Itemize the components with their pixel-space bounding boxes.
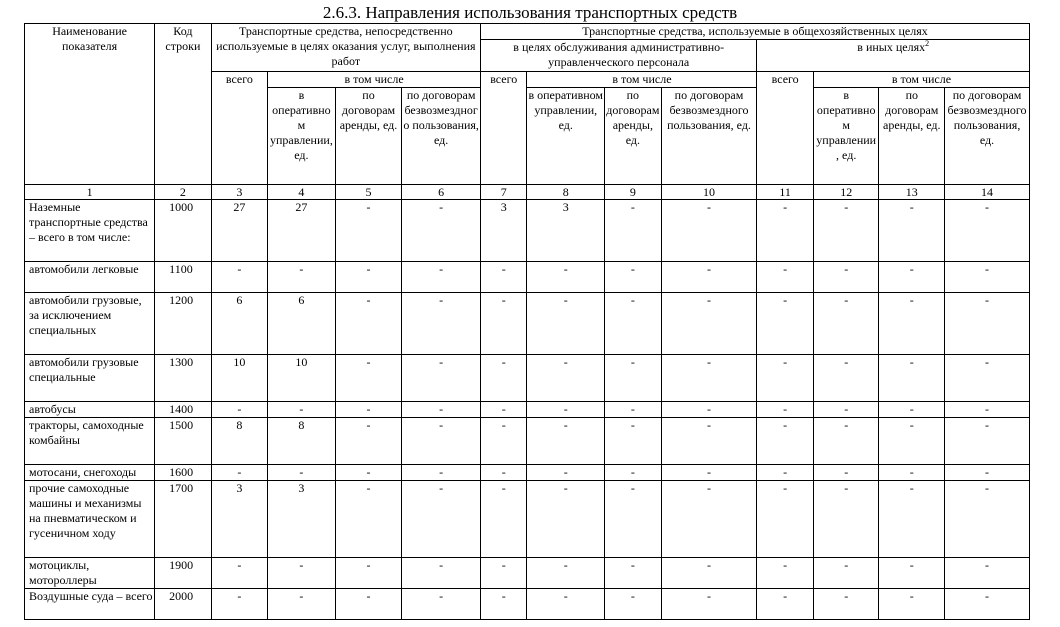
cell-value: - (945, 481, 1030, 558)
row-name: автобусы (25, 402, 155, 418)
header-total-1: всего (211, 72, 267, 185)
header-g2b-op: в оперативном управлении, ед. (813, 88, 879, 185)
cell-value: - (402, 481, 481, 558)
cell-value: 27 (268, 200, 336, 262)
cell-value: - (605, 558, 661, 589)
cell-value: - (481, 262, 527, 293)
col-number: 7 (481, 185, 527, 200)
cell-value: - (335, 589, 402, 620)
header-group-other-label: в иных целях (857, 40, 926, 54)
cell-value: - (661, 402, 757, 418)
cell-value: - (813, 262, 879, 293)
cell-value: - (402, 200, 481, 262)
cell-value: - (945, 465, 1030, 481)
cell-value: - (402, 262, 481, 293)
row-code: 1500 (155, 418, 211, 465)
col-number: 5 (335, 185, 402, 200)
cell-value: - (481, 481, 527, 558)
cell-value: - (945, 402, 1030, 418)
header-incl-2: в том числе (527, 72, 757, 88)
cell-value: - (661, 293, 757, 355)
cell-value: 3 (527, 200, 605, 262)
table-row (25, 200, 1030, 262)
cell-value: - (527, 402, 605, 418)
cell-value: - (757, 558, 813, 589)
cell-value: - (481, 355, 527, 402)
cell-value: - (661, 418, 757, 465)
cell-value: - (661, 262, 757, 293)
cell-value: - (481, 558, 527, 589)
cell-value: 8 (211, 418, 267, 465)
col-number: 2 (155, 185, 211, 200)
cell-value: - (945, 262, 1030, 293)
cell-value: - (402, 558, 481, 589)
col-number: 8 (527, 185, 605, 200)
col-number: 13 (879, 185, 945, 200)
cell-value: - (661, 481, 757, 558)
cell-value: - (335, 418, 402, 465)
row-name: Воздушные суда – всего (25, 589, 155, 620)
row-name: прочие самоходные машины и механизмы на пневматическом и гусеничном ходу (25, 481, 155, 558)
header-g2a-rent: по договорам аренды, ед. (605, 88, 661, 185)
col-number: 14 (945, 185, 1030, 200)
cell-value: - (945, 200, 1030, 262)
header-group-general: Транспортные средства, используемые в общехозяйственных целях (481, 24, 1030, 40)
cell-value: - (527, 293, 605, 355)
cell-value: - (945, 558, 1030, 589)
cell-value: - (757, 481, 813, 558)
cell-value: 10 (211, 355, 267, 402)
footnote-mark: 2 (925, 39, 930, 48)
table-row (25, 402, 1030, 418)
header-incl-1: в том числе (268, 72, 481, 88)
row-name: тракторы, самоходные комбайны (25, 418, 155, 465)
header-g2a-free: по договорам безвозмездного пользования, ед. (661, 88, 757, 185)
row-name: мотосани, снегоходы (25, 465, 155, 481)
cell-value: - (527, 465, 605, 481)
header-g1-free: по договорам безвозмездного пользования, ед. (402, 88, 481, 185)
header-g2b-rent: по договорам аренды, ед. (879, 88, 945, 185)
cell-value: - (527, 355, 605, 402)
header-group-admin: в целях обслуживания административно-управленческого персонала (481, 40, 757, 72)
cell-value: - (879, 558, 945, 589)
cell-value: - (879, 355, 945, 402)
row-name: мотоциклы, мотороллеры (25, 558, 155, 589)
header-incl-3: в том числе (813, 72, 1029, 88)
cell-value: 3 (211, 481, 267, 558)
header-total-3: всего (757, 72, 813, 185)
cell-value: - (605, 418, 661, 465)
cell-value: - (879, 200, 945, 262)
row-name: автомобили грузовые специальные (25, 355, 155, 402)
cell-value: - (757, 355, 813, 402)
col-number: 10 (661, 185, 757, 200)
cell-value: 10 (268, 355, 336, 402)
cell-value: - (813, 355, 879, 402)
cell-value: - (527, 558, 605, 589)
cell-value: - (813, 402, 879, 418)
cell-value: 27 (211, 200, 267, 262)
cell-value: - (605, 200, 661, 262)
cell-value: - (335, 293, 402, 355)
page-title: 2.6.3. Направления использования транспортных средств (322, 3, 738, 22)
cell-value: - (481, 418, 527, 465)
cell-value: - (402, 418, 481, 465)
header-code: Код строки (155, 24, 211, 185)
cell-value: - (879, 293, 945, 355)
cell-value: - (481, 293, 527, 355)
cell-value: 6 (211, 293, 267, 355)
cell-value: - (945, 293, 1030, 355)
cell-value: - (402, 465, 481, 481)
table-row (25, 481, 1030, 558)
cell-value: - (813, 465, 879, 481)
table-row (25, 589, 1030, 620)
row-name: Наземные транспортные средства – всего в том числе: (25, 200, 155, 262)
cell-value: - (945, 589, 1030, 620)
cell-value: - (268, 558, 336, 589)
cell-value: - (605, 262, 661, 293)
cell-value: - (402, 589, 481, 620)
col-number: 12 (813, 185, 879, 200)
col-number: 11 (757, 185, 813, 200)
cell-value: - (481, 589, 527, 620)
cell-value: - (813, 418, 879, 465)
header-g1-op: в оперативном управлении, ед. (268, 88, 336, 185)
header-name: Наименование показателя (25, 24, 155, 185)
cell-value: 3 (481, 200, 527, 262)
row-code: 1000 (155, 200, 211, 262)
cell-value: - (605, 589, 661, 620)
cell-value: 8 (268, 418, 336, 465)
cell-value: - (757, 293, 813, 355)
cell-value: - (605, 465, 661, 481)
row-code: 1700 (155, 481, 211, 558)
transport-usage-table (24, 23, 1030, 620)
cell-value: - (268, 262, 336, 293)
row-name: автомобили грузовые, за исключением специальных (25, 293, 155, 355)
cell-value: - (211, 262, 267, 293)
cell-value: - (757, 402, 813, 418)
cell-value: - (211, 589, 267, 620)
cell-value: - (661, 558, 757, 589)
cell-value: 6 (268, 293, 336, 355)
cell-value: - (268, 465, 336, 481)
table-body (25, 200, 1030, 620)
cell-value: - (402, 355, 481, 402)
cell-value: - (813, 200, 879, 262)
cell-value: - (813, 481, 879, 558)
col-number: 6 (402, 185, 481, 200)
cell-value: - (527, 262, 605, 293)
cell-value: - (335, 481, 402, 558)
cell-value: - (813, 558, 879, 589)
header-g1-rent: по договорам аренды, ед. (335, 88, 402, 185)
cell-value: - (757, 200, 813, 262)
cell-value: - (481, 465, 527, 481)
cell-value: - (661, 589, 757, 620)
header-total-2: всего (481, 72, 527, 185)
cell-value: - (527, 589, 605, 620)
cell-value: - (268, 402, 336, 418)
cell-value: - (527, 481, 605, 558)
table-row (25, 293, 1030, 355)
cell-value: - (879, 402, 945, 418)
cell-value: - (945, 418, 1030, 465)
cell-value: - (211, 558, 267, 589)
column-number-row (25, 185, 1030, 200)
table-row (25, 262, 1030, 293)
col-number: 9 (605, 185, 661, 200)
cell-value: - (527, 418, 605, 465)
header-group-other (757, 40, 1030, 72)
cell-value: - (402, 293, 481, 355)
cell-value: - (757, 262, 813, 293)
row-code: 2000 (155, 589, 211, 620)
table-row (25, 558, 1030, 589)
cell-value: - (402, 402, 481, 418)
table-row (25, 465, 1030, 481)
cell-value: - (605, 355, 661, 402)
header-g2a-op: в оперативном управлении, ед. (527, 88, 605, 185)
cell-value: - (879, 262, 945, 293)
cell-value: - (661, 355, 757, 402)
cell-value: - (661, 200, 757, 262)
cell-value: - (879, 418, 945, 465)
cell-value: - (605, 481, 661, 558)
cell-value: - (211, 402, 267, 418)
col-number: 4 (268, 185, 336, 200)
header-group-services: Транспортные средства, непосредственно используемые в целях оказания услуг, выполнения работ (211, 24, 480, 72)
cell-value: - (335, 200, 402, 262)
cell-value: - (757, 418, 813, 465)
cell-value: - (211, 465, 267, 481)
table-row (25, 355, 1030, 402)
cell-value: - (335, 262, 402, 293)
cell-value: - (605, 293, 661, 355)
cell-value: - (268, 589, 336, 620)
header-g2b-free: по договорам безвозмездного пользования, ед. (945, 88, 1030, 185)
cell-value: - (757, 589, 813, 620)
row-code: 1200 (155, 293, 211, 355)
cell-value: - (945, 355, 1030, 402)
cell-value: - (335, 402, 402, 418)
row-name: автомобили легковые (25, 262, 155, 293)
row-code: 1900 (155, 558, 211, 589)
col-number: 1 (25, 185, 155, 200)
row-code: 1300 (155, 355, 211, 402)
col-number: 3 (211, 185, 267, 200)
cell-value: - (879, 481, 945, 558)
cell-value: - (879, 589, 945, 620)
cell-value: - (661, 465, 757, 481)
cell-value: 3 (268, 481, 336, 558)
cell-value: - (335, 355, 402, 402)
cell-value: - (879, 465, 945, 481)
cell-value: - (481, 402, 527, 418)
row-code: 1100 (155, 262, 211, 293)
row-code: 1400 (155, 402, 211, 418)
cell-value: - (813, 589, 879, 620)
cell-value: - (335, 558, 402, 589)
row-code: 1600 (155, 465, 211, 481)
cell-value: - (605, 402, 661, 418)
cell-value: - (335, 465, 402, 481)
cell-value: - (757, 465, 813, 481)
cell-value: - (813, 293, 879, 355)
table-row (25, 418, 1030, 465)
